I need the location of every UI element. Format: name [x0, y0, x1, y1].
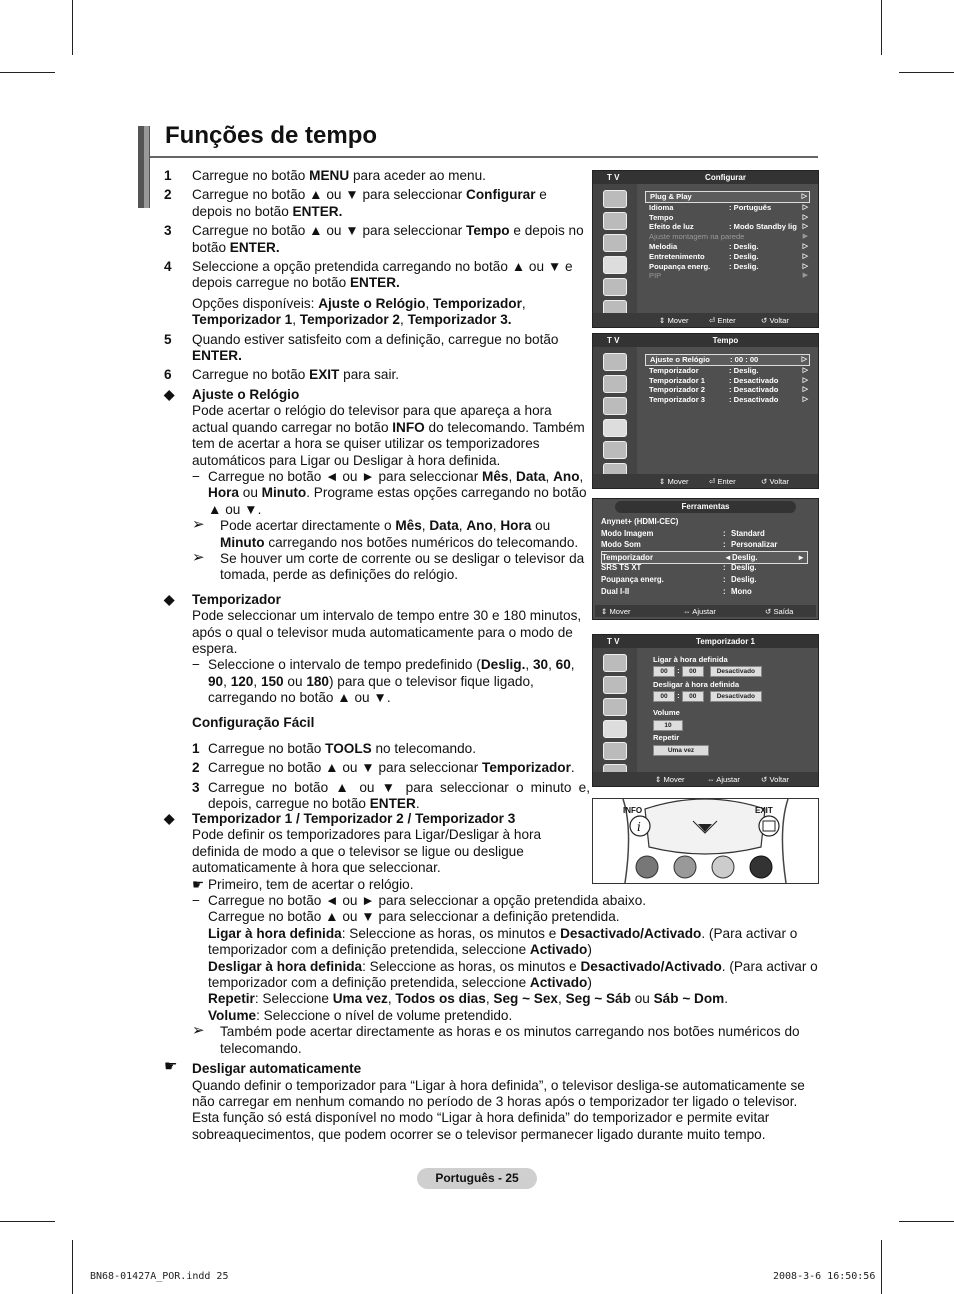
sleep-body: Pode seleccionar um intervalo de tempo entre 30 e 180 minutos, após o qual o televisor muda automaticamente para o modo de espera. [192, 608, 582, 656]
timer1-form: Ligar à hora definida 00 : 00 Desactivado Desligar à hora definida 00 : 00 Desactivado Volume 10 Repetir Uma vez [653, 655, 762, 756]
osd-footer-enter: ⏎ Enter [709, 316, 736, 325]
osd-footer-move: ⇕ Mover [655, 775, 685, 784]
osd-arrow-icon: ▷ [802, 396, 808, 404]
osd-item-value: : Deslig. [729, 241, 759, 251]
channel-icon [603, 397, 627, 415]
osd-tv-label: T V [607, 637, 620, 646]
crop-mark [881, 1240, 882, 1294]
exit-button-label: EXIT [755, 806, 773, 815]
osd-item-label: Temporizador 1 [649, 375, 705, 385]
osd-menu-item[interactable] [645, 354, 810, 366]
easy-step [192, 741, 590, 757]
osd-menu-item[interactable] [645, 366, 810, 376]
timers-heading: Temporizador 1 / Temporizador 2 / Temporizador 3 [192, 811, 516, 826]
diamond-bullet-icon: ◆ [164, 591, 175, 607]
print-slug-file: BN68-01427A_POR.indd 25 [90, 1271, 229, 1282]
clock-note-1-text: Pode acertar directamente o Mês, Data, Ano, Hora ou Minuto carregando nos botões numéricos do telecomando. [220, 518, 579, 550]
tools-menu-item[interactable] [601, 516, 806, 528]
osd-footer [593, 772, 818, 786]
easy-step [192, 760, 590, 776]
arrow-note-icon: ➢ [192, 1022, 205, 1040]
osd-item-label: Tempo [649, 212, 674, 222]
repeat-field[interactable]: Uma vez [653, 745, 709, 756]
arrow-note-icon: ➢ [192, 516, 205, 534]
step-item [164, 332, 590, 365]
tools-item-label: SRS TS XT [601, 563, 642, 573]
pointing-hand-icon: ☛ [164, 1058, 178, 1076]
tools-item-label: Poupança energ. [601, 575, 664, 584]
osd-footer-return: ↺ Voltar [761, 477, 789, 486]
step-text: Carregue no botão ▲ ou ▼ para seleccionar Configurar e depois no botão ENTER. [192, 187, 547, 219]
clock-note-2 [192, 548, 590, 584]
diamond-bullet-icon: ◆ [164, 386, 175, 402]
osd-arrow-icon: ▷ [802, 386, 808, 394]
osd-arrow-icon: ▷ [802, 203, 808, 211]
clock-heading: Ajuste o Relógio [192, 386, 300, 402]
step-number: 6 [164, 367, 172, 383]
osd-item-label: Temporizador [649, 365, 699, 375]
step-text: Carregue no botão ▲ ou ▼ para seleccionar o minuto e, depois, carregue no botão ENTER. [208, 779, 590, 812]
crop-mark [72, 0, 73, 55]
crop-mark [0, 72, 55, 73]
osd-item-label: PIP [649, 271, 662, 281]
step-text: Carregue no botão EXIT para sair. [192, 367, 400, 383]
sleep-dash-text: Seleccione o intervalo de tempo predefinido (Deslig., 30, 60, 90, 120, 150 ou 180) para que o televisor fique ligado, carregando no botão ▲ ou ▼. [208, 657, 575, 706]
timers-note-text: Também pode acertar directamente as horas e os minutos carregando nos botões numéricos do telecomando. [220, 1024, 800, 1056]
sleep-dash: − Seleccione o intervalo de tempo predefinido (Deslig., 30, 60, 90, 120, 150 ou 180) para que o televisor fique ligado, carregando no botão ▲ ou ▼. [192, 657, 575, 706]
osd-footer-enter: ⏎ Enter [709, 477, 736, 486]
osd-arrow-icon: ▷ [802, 223, 808, 231]
osd-footer-move: ⇕ Mover [659, 316, 689, 325]
repeat-label: Repetir [653, 733, 680, 742]
off-minute-field[interactable]: 00 [682, 691, 704, 702]
step-item [164, 259, 590, 329]
step-item [164, 223, 590, 256]
osd-footer [593, 474, 818, 488]
sleep-section [164, 592, 590, 813]
setup-gear-icon [603, 419, 627, 437]
on-time-label: Ligar à hora definida [653, 655, 728, 664]
tools-item-sep: : [723, 528, 726, 538]
osd-menu-item[interactable] [645, 252, 810, 262]
auto-off-heading: Desligar automaticamente [192, 1061, 362, 1077]
osd-item-label: Ajuste o Relógio [650, 355, 710, 364]
easy-steps [192, 741, 590, 813]
tools-item-value: Mono [731, 586, 752, 596]
pointing-hand-icon: ☛ [192, 876, 205, 892]
step-text: Quando estiver satisfeito com a definição, carregue no botão ENTER. [192, 331, 559, 364]
title-rule [150, 156, 818, 158]
step-number: 5 [164, 331, 172, 347]
osd-timer1-screen [592, 634, 819, 787]
osd-arrow-icon: ▷ [802, 252, 808, 260]
tools-menu-item[interactable] [601, 586, 806, 598]
diamond-bullet-icon: ◆ [164, 811, 175, 826]
osd-icon-column [593, 648, 637, 773]
osd-item-value: : Deslig. [729, 261, 759, 271]
off-time-label: Desligar à hora definida [653, 680, 740, 689]
osd-arrow-icon: ▷ [802, 262, 808, 270]
osd-menu-item[interactable] [645, 385, 810, 395]
osd-menu-item[interactable] [645, 376, 810, 386]
osd-menu-item[interactable] [645, 262, 810, 272]
sound-icon [603, 375, 627, 393]
osd-tv-label: T V [607, 173, 620, 182]
timers-dash-text: Carregue no botão ◄ ou ► para seleccionar a opção pretendida abaixo. Carregue no botão ▲ ou ▼ para seleccionar a definição pretendida. Ligar à hora definida: Seleccione as horas, os minutos e Desactivado/Activado. (Para activar o temporizador com a definição pretendida, seleccione Activado) Desligar à hora definida: Seleccione as horas, os minutos e Desactivado/Activado. (Para activar o temporizador com a definição pretendida, seleccione Activado) Repetir: Seleccione Uma vez, Todos os dias, Seg ~ Sex, Seg ~ Sáb ou Sáb ~ Dom. Volume: Seleccione o nível de volume pretendido. [208, 893, 818, 1023]
print-slug-date: 2008-3-6 16:50:56 [773, 1271, 876, 1282]
osd-title: Temporizador 1 [696, 637, 755, 646]
steps-list [164, 168, 590, 384]
osd-item-value: : Deslig. [729, 251, 759, 261]
osd-item-value: : Desactivado [729, 375, 779, 385]
page-number-badge: Português - 25 [417, 1168, 537, 1189]
clock-note-1 [192, 518, 590, 551]
osd-item-value: : Desactivado [729, 385, 779, 395]
tools-menu-item[interactable] [601, 562, 806, 574]
osd-arrow-icon: ▶ [802, 233, 808, 241]
osd-item-value: : Modo Standby lig [729, 222, 797, 232]
osd-item-label: Temporizador 2 [649, 385, 705, 395]
osd-menu-item[interactable] [645, 242, 810, 252]
volume-field[interactable]: 10 [653, 720, 683, 731]
timers-dash: − Carregue no botão ◄ ou ► para seleccionar a opção pretendida abaixo. Carregue no botão ▲ ou ▼ para seleccionar a definição pretendida. Ligar à hora definida: Seleccione as horas, os minutos e Desactivado/Activado. (Para activar o temporizador com a definição pretendida, seleccione Activado) Desligar à hora definida: Seleccione as horas, os minutos e Desactivado/Activado. (Para activar o temporizador com a definição pretendida, seleccione Activado) Repetir: Seleccione Uma vez, Todos os dias, Seg ~ Sex, Seg ~ Sáb ou Sáb ~ Dom. Volume: Seleccione o nível de volume pretendido. [192, 893, 818, 1023]
step-number: 3 [164, 223, 172, 239]
osd-menu-list [645, 191, 810, 281]
osd-tv-label: T V [607, 336, 620, 345]
osd-item-value: : Português [729, 202, 772, 212]
osd-menu-item[interactable] [645, 213, 810, 223]
osd-tempo-screen [592, 333, 819, 489]
osd-footer [595, 605, 816, 617]
tools-item-sep: : [723, 563, 726, 573]
osd-footer-move: ⇕ Mover [601, 607, 631, 616]
osd-item-value: : Desactivado [729, 395, 779, 405]
step-text: Carregue no botão MENU para aceder ao menu. [192, 168, 486, 183]
svg-text:i: i [637, 820, 641, 834]
timers-hand-note-text: Primeiro, tem de acertar o relógio. [207, 876, 414, 892]
crop-mark [899, 1221, 954, 1222]
crop-mark [72, 1240, 73, 1294]
easy-heading: Configuração Fácil [192, 714, 315, 730]
osd-arrow-icon: ▷ [801, 193, 807, 200]
step-number: 1 [164, 168, 172, 183]
off-state-field[interactable]: Desactivado [710, 691, 762, 702]
osd-footer [593, 313, 818, 327]
osd-footer-adjust: ⇔ Ajustar [707, 775, 740, 784]
osd-item-label: Entretenimento [649, 251, 705, 261]
osd-footer-return: ↺ Saída [765, 607, 794, 616]
step-number: 3 [192, 779, 200, 795]
input-icon [603, 742, 627, 760]
tools-item-value: Deslig. [731, 563, 757, 573]
clock-dash: − Carregue no botão ◄ ou ► para seleccionar Mês, Data, Ano, Hora ou Minuto. Programe estas opções carregando no botão ▲ ou ▼. [192, 468, 587, 517]
osd-footer-move: ⇕ Mover [659, 477, 689, 486]
sound-icon [603, 212, 627, 230]
remote-illustration [592, 798, 819, 884]
tools-item-sep: : [723, 540, 726, 550]
off-hour-field[interactable]: 00 [653, 691, 675, 702]
step-item [164, 367, 590, 383]
step-number: 4 [164, 259, 172, 275]
osd-arrow-icon: ▷ [802, 376, 808, 384]
osd-menu-item[interactable] [645, 232, 810, 242]
tools-item-sep: ◄ [724, 552, 732, 562]
osd-tools-screen [592, 498, 819, 620]
arrow-note-icon: ➢ [192, 548, 205, 566]
sleep-heading: Temporizador [192, 591, 281, 607]
auto-off-body: Quando definir o temporizador para “Ligar à hora definida”, o televisor desliga-se automaticamente se não carregar em nenhum comando no período de 3 horas após o temporizador ter ligado o televisor. Esta função só está disponível no modo “Ligar à hora definida” do temporizador e permite evitar sobreaquecimentos, que podem ocorrer se o televisor permanecer ligado durante muito tempo. [192, 1077, 805, 1142]
osd-arrow-icon: ▶ [802, 272, 808, 280]
osd-menu-item[interactable] [645, 203, 810, 213]
osd-arrow-icon: ▷ [802, 213, 808, 221]
step-item [164, 187, 590, 220]
tools-item-value: Personalizar [731, 540, 778, 550]
easy-step [192, 780, 590, 813]
osd-item-value: : 00 : 00 [730, 355, 759, 364]
osd-item-label: Plug & Play [650, 192, 692, 201]
osd-footer-return: ↺ Voltar [761, 775, 789, 784]
tools-item-sep: : [723, 586, 726, 596]
osd-title: Tempo [712, 336, 739, 345]
step-text: Seleccione a opção pretendida carregando no botão ▲ ou ▼ e depois carregue no botão ENTER. Opções disponíveis: Ajuste o Relógio, Temporizador, Temporizador 1, Temporizador 2, Temporizador 3. [192, 259, 573, 328]
osd-title: Ferramentas [615, 501, 796, 513]
on-hour-field[interactable]: 00 [653, 666, 675, 677]
crop-mark [881, 0, 882, 55]
auto-off-section [164, 1058, 818, 1143]
step-text: Carregue no botão ▲ ou ▼ para seleccionar Temporizador. [208, 760, 575, 776]
on-state-field[interactable]: Desactivado [710, 666, 762, 677]
osd-icon-column [593, 347, 637, 475]
crop-mark [0, 1221, 55, 1222]
setup-gear-icon [603, 720, 627, 738]
input-icon [603, 441, 627, 459]
osd-footer-return: ↺ Voltar [761, 316, 789, 325]
osd-arrow-icon: ▷ [801, 356, 807, 363]
step-number: 2 [192, 760, 200, 776]
osd-icon-column [593, 184, 637, 314]
picture-icon [603, 654, 627, 672]
osd-menu-item[interactable] [645, 222, 810, 232]
tools-item-label: Modo Imagem [601, 528, 654, 538]
input-icon [603, 278, 627, 296]
setup-gear-icon [603, 256, 627, 274]
osd-menu-item[interactable] [645, 395, 810, 405]
tools-menu-item[interactable] [601, 528, 806, 540]
osd-arrow-icon: ▷ [802, 366, 808, 374]
tools-item-value: Deslig. [731, 575, 757, 584]
tools-menu-item[interactable] [601, 574, 806, 586]
osd-title: Configurar [705, 173, 746, 182]
osd-arrow-icon: ▷ [802, 242, 808, 250]
right-arrow-icon: ► [797, 552, 805, 562]
channel-icon [603, 234, 627, 252]
osd-item-label: Idioma [649, 202, 674, 212]
on-minute-field[interactable]: 00 [682, 666, 704, 677]
left-column [164, 168, 590, 816]
tools-item-label: Temporizador [602, 552, 653, 562]
step-number: 1 [192, 741, 200, 756]
channel-icon [603, 698, 627, 716]
osd-footer-adjust: ⇔ Ajustar [683, 607, 716, 616]
crop-mark [899, 72, 954, 73]
osd-item-label: Melodia [649, 241, 678, 251]
clock-note-2-text: Se houver um corte de corrente ou se desligar o televisor da tomada, perde as definições do relógio. [220, 550, 585, 583]
timers-body: Pode definir os temporizadores para Ligar/Desligar à hora definida de modo a que o televisor se ligue ou desligue automaticamente à hora que seleccionar. [192, 827, 542, 876]
picture-icon [603, 353, 627, 371]
volume-label: Volume [653, 708, 680, 717]
osd-menu-item[interactable] [645, 191, 810, 203]
tools-item-label: Anynet+ (HDMI-CEC) [601, 517, 679, 526]
tools-item-value: Deslig. [732, 552, 758, 562]
tools-item-value: Standard [731, 528, 765, 538]
clock-section [164, 387, 590, 584]
page-title: Funções de tempo [165, 122, 378, 149]
osd-configurar-screen [592, 170, 819, 328]
osd-menu-list [645, 354, 810, 405]
tools-item-label: Dual I-II [601, 586, 630, 596]
osd-item-value: : Deslig. [729, 365, 759, 375]
osd-item-label: Ajuste montagem na parede [649, 232, 745, 242]
step-text: Carregue no botão TOOLS no telecomando. [208, 741, 477, 756]
tools-item-sep: : [723, 575, 726, 584]
info-button-label: INFO [623, 806, 643, 815]
step-item [164, 168, 590, 184]
sound-icon [603, 676, 627, 694]
osd-item-label: Poupança energ. [649, 261, 711, 271]
tools-item-label: Modo Som [601, 540, 641, 550]
clock-dash-text: Carregue no botão ◄ ou ► para seleccionar Mês, Data, Ano, Hora ou Minuto. Programe estas opções carregando no botão ▲ ou ▼. [208, 468, 587, 517]
timers-note [192, 1024, 818, 1057]
step-text: Carregue no botão ▲ ou ▼ para seleccionar Tempo e depois no botão ENTER. [192, 223, 584, 255]
clock-body: Pode acertar o relógio do televisor para que apareça a hora actual quando carregar no botão INFO do telecomando. Também tem de acertar a hora se quiser utilizar os temporizadores automáticos para Ligar ou Desligar à hora definida. [192, 403, 585, 468]
tools-menu-item[interactable] [601, 539, 806, 551]
step-number: 2 [164, 187, 172, 203]
osd-item-label: Efeito de luz [649, 222, 694, 232]
osd-item-label: Temporizador 3 [649, 395, 705, 405]
picture-icon [603, 190, 627, 208]
osd-menu-item[interactable] [645, 271, 810, 281]
title-accent-bar [144, 126, 149, 208]
